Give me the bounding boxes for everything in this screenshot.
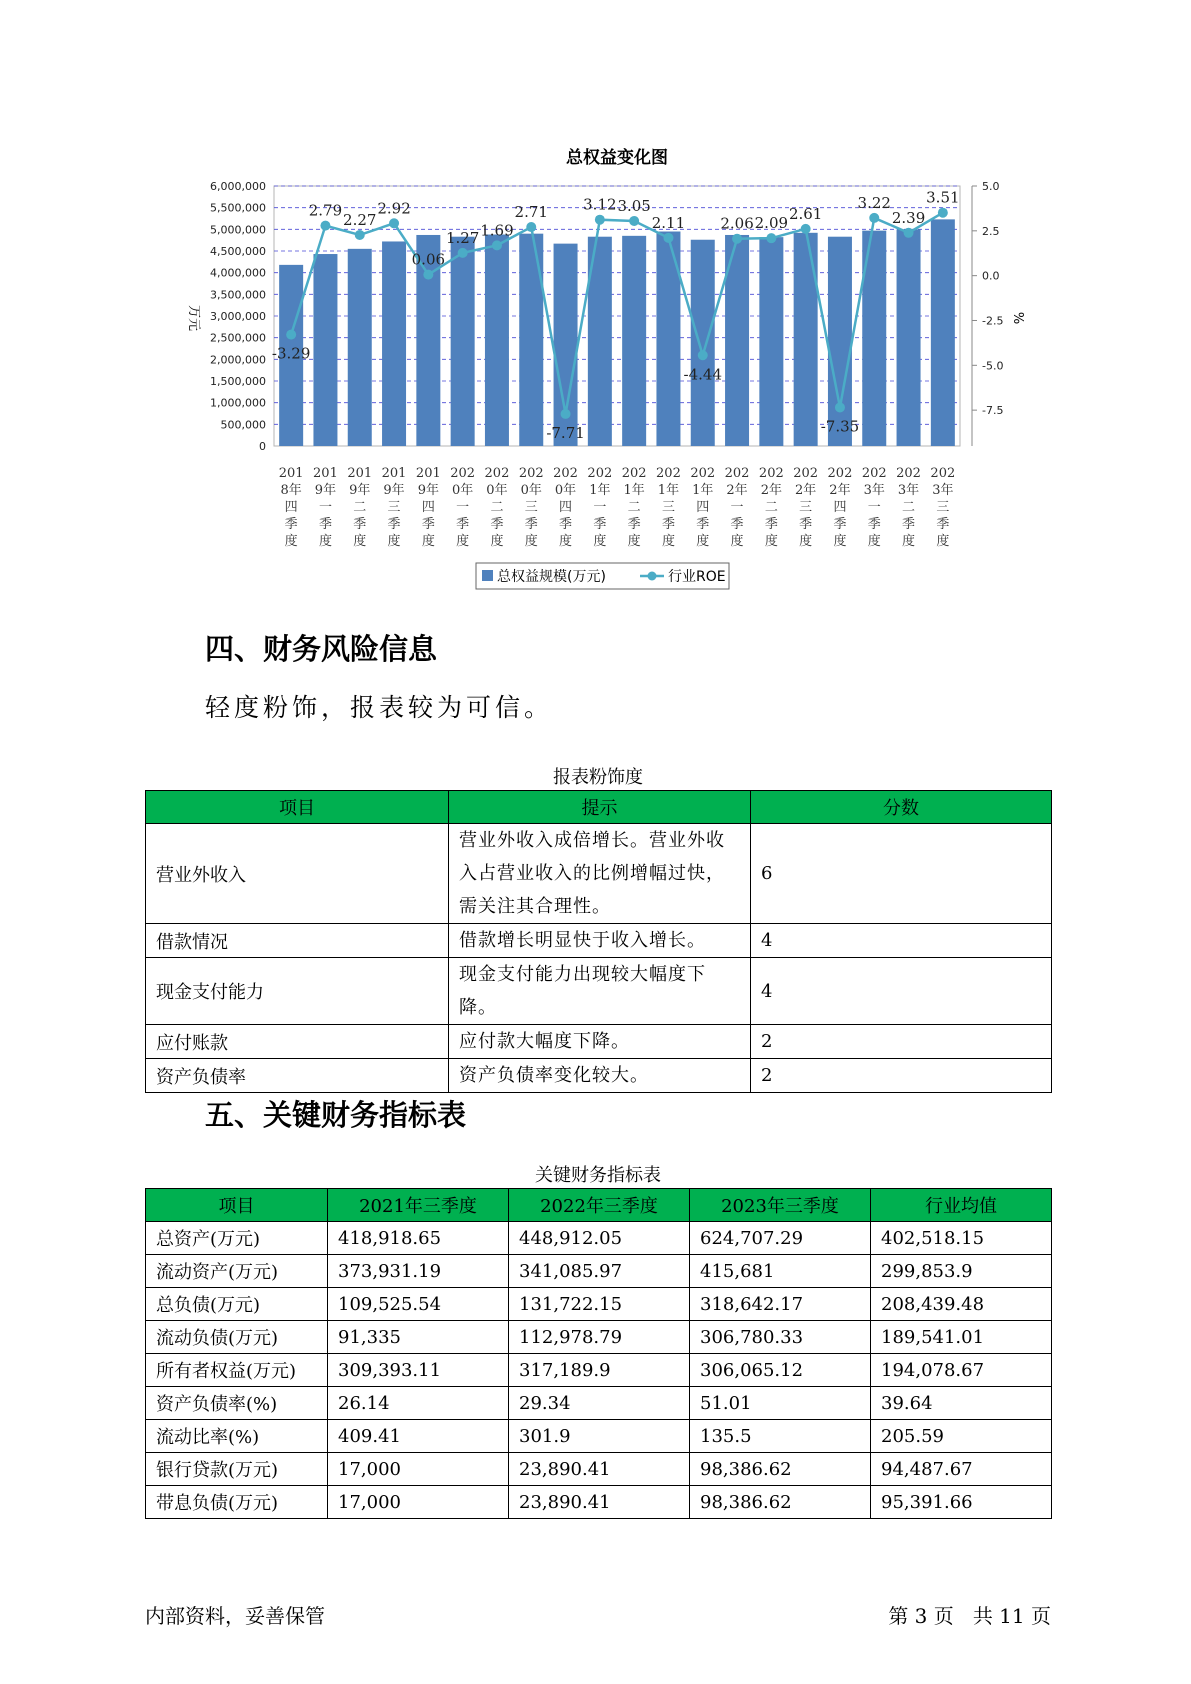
- category-tick-label: 季: [456, 517, 470, 532]
- category-tick-label: 度: [456, 534, 470, 549]
- bar-equity: [485, 235, 509, 446]
- kpi-cell: 415,681: [690, 1255, 871, 1288]
- category-tick-label: 度: [661, 534, 675, 549]
- kpi-cell: 418,918.65: [328, 1222, 509, 1255]
- roe-data-label: -7.35: [820, 417, 860, 436]
- right-tick-label: -2.5: [982, 314, 1004, 328]
- category-tick-label: 三: [524, 500, 538, 515]
- category-tick-label: 二: [353, 500, 367, 515]
- kpi-cell: 总负债(万元): [146, 1288, 328, 1321]
- kpi-cell: 17,000: [328, 1486, 509, 1519]
- risk-cell-item: 借款情况: [146, 924, 449, 958]
- category-tick-label: 季: [696, 517, 710, 532]
- category-tick-label: 二: [490, 500, 504, 515]
- roe-point: [389, 218, 399, 228]
- category-tick-label: 度: [284, 534, 298, 549]
- bar-equity: [759, 237, 783, 446]
- roe-point: [526, 222, 536, 232]
- category-tick-label: 2年: [829, 483, 851, 498]
- kpi-cell: 91,335: [328, 1321, 509, 1354]
- category-tick-label: 201: [415, 466, 441, 481]
- right-tick-label: 0.0: [982, 269, 1000, 283]
- bar-equity: [451, 237, 475, 446]
- left-tick-label: 3,500,000: [210, 288, 266, 302]
- right-axis-title: %: [1010, 311, 1025, 325]
- roe-point: [904, 228, 914, 238]
- category-tick-label: 202: [450, 466, 476, 481]
- category-tick-label: 度: [730, 534, 744, 549]
- category-tick-label: 202: [793, 466, 819, 481]
- category-tick-label: 9年: [417, 483, 439, 498]
- kpi-table-caption: 关键财务指标表: [535, 1165, 661, 1186]
- left-tick-label: 2,500,000: [210, 331, 266, 345]
- category-tick-label: 季: [867, 517, 881, 532]
- kpi-cell: 318,642.17: [690, 1288, 871, 1321]
- kpi-cell: 317,189.9: [509, 1354, 690, 1387]
- table-row: [146, 824, 1052, 924]
- roe-data-label: 3.12: [583, 195, 617, 214]
- category-tick-label: 季: [387, 517, 401, 532]
- risk-cell-score: 6: [751, 824, 1052, 924]
- category-tick-label: 四: [696, 500, 710, 515]
- table-row: [146, 1321, 1052, 1354]
- category-tick-label: 二: [627, 500, 641, 515]
- bar-equity: [828, 237, 852, 446]
- category-tick-label: 1年: [657, 483, 680, 498]
- roe-data-label: 2.11: [651, 213, 686, 232]
- kpi-cell: 409.41: [328, 1420, 509, 1453]
- kpi-cell: 205.59: [871, 1420, 1052, 1453]
- kpi-cell: 373,931.19: [328, 1255, 509, 1288]
- roe-point: [355, 230, 365, 240]
- kpi-cell: 流动资产(万元): [146, 1255, 328, 1288]
- chart-title: 总权益变化图: [566, 148, 668, 168]
- category-tick-label: 度: [421, 534, 435, 549]
- risk-cell-tip: 资产负债率变化较大。: [449, 1059, 751, 1093]
- roe-point: [320, 221, 330, 231]
- roe-point: [732, 234, 742, 244]
- bar-equity: [794, 233, 818, 446]
- roe-data-label: 2.92: [377, 199, 411, 218]
- category-tick-label: 季: [524, 517, 538, 532]
- roe-data-label: 2.09: [754, 214, 789, 233]
- right-tick-label: -7.5: [982, 404, 1004, 418]
- kpi-cell: 所有者权益(万元): [146, 1354, 328, 1387]
- category-tick-label: 度: [799, 534, 813, 549]
- risk-cell-item: 应付账款: [146, 1025, 449, 1059]
- kpi-cell: 98,386.62: [690, 1486, 871, 1519]
- roe-point: [835, 402, 845, 412]
- bar-equity: [691, 240, 715, 446]
- category-tick-label: 2年: [726, 483, 748, 498]
- left-axis-title: 万元: [186, 304, 201, 332]
- kpi-header-3: 2023年三季度: [690, 1189, 871, 1222]
- category-tick-label: 四: [284, 500, 298, 515]
- category-tick-label: 3年: [897, 483, 920, 498]
- roe-data-label: 2.39: [891, 208, 926, 227]
- category-tick-label: 四: [833, 500, 847, 515]
- roe-point: [286, 330, 296, 340]
- category-tick-label: 3年: [863, 483, 885, 498]
- left-tick-label: 500,000: [220, 418, 266, 432]
- roe-data-label: 2.79: [308, 201, 343, 220]
- roe-data-label: 3.05: [617, 196, 651, 215]
- category-tick-label: 202: [690, 466, 716, 481]
- category-tick-label: 二: [764, 500, 778, 515]
- roe-point: [458, 248, 468, 258]
- roe-data-label: 0.06: [411, 250, 446, 269]
- category-tick-label: 度: [524, 534, 538, 549]
- roe-data-label: 2.27: [343, 210, 377, 229]
- category-tick-label: 度: [764, 534, 778, 549]
- equity-chart: [0, 0, 1191, 600]
- kpi-header-4: 行业均值: [871, 1189, 1052, 1222]
- left-tick-label: 5,500,000: [210, 201, 266, 215]
- section5-title: 五、关键财务指标表: [205, 1098, 467, 1132]
- roe-point: [492, 240, 502, 250]
- kpi-cell: 112,978.79: [509, 1321, 690, 1354]
- category-tick-label: 2年: [760, 483, 782, 498]
- category-tick-label: 202: [827, 466, 853, 481]
- category-tick-label: 202: [621, 466, 647, 481]
- left-tick-label: 5,000,000: [210, 223, 266, 237]
- kpi-cell: 135.5: [690, 1420, 871, 1453]
- kpi-cell: 448,912.05: [509, 1222, 690, 1255]
- left-tick-label: 1,500,000: [210, 375, 266, 388]
- section4-summary: 轻度粉饰，报表较为可信。: [205, 693, 554, 722]
- roe-point: [629, 216, 639, 226]
- left-tick-label: 2,000,000: [210, 353, 266, 367]
- risk-cell-item: 营业外收入: [146, 824, 449, 924]
- left-tick-label: 1,000,000: [210, 396, 266, 410]
- table-row: [146, 958, 1052, 1025]
- category-tick-label: 1年: [692, 483, 714, 498]
- roe-data-label: 2.06: [720, 214, 754, 233]
- kpi-cell: 29.34: [509, 1387, 690, 1420]
- kpi-cell: 301.9: [509, 1420, 690, 1453]
- category-tick-label: 8年: [280, 483, 302, 498]
- kpi-cell: 流动负债(万元): [146, 1321, 328, 1354]
- category-tick-label: 季: [627, 517, 641, 532]
- kpi-cell: 402,518.15: [871, 1222, 1052, 1255]
- roe-data-label: 3.22: [857, 193, 891, 212]
- table-row: [146, 1255, 1052, 1288]
- category-tick-label: 季: [730, 517, 744, 532]
- category-tick-label: 202: [587, 466, 613, 481]
- kpi-cell: 98,386.62: [690, 1453, 871, 1486]
- roe-point: [423, 270, 433, 280]
- bar-equity: [897, 229, 921, 446]
- kpi-cell: 306,780.33: [690, 1321, 871, 1354]
- category-tick-label: 0年: [452, 483, 474, 498]
- category-tick-label: 202: [518, 466, 544, 481]
- category-tick-label: 一: [456, 500, 470, 515]
- kpi-cell: 309,393.11: [328, 1354, 509, 1387]
- kpi-cell: 306,065.12: [690, 1354, 871, 1387]
- category-tick-label: 季: [936, 517, 950, 532]
- category-tick-label: 四: [559, 500, 573, 515]
- category-tick-label: 度: [559, 534, 573, 549]
- roe-data-label: -3.29: [271, 344, 311, 363]
- risk-cell-tip: 营业外收入成倍增长。营业外收入占营业收入的比例增幅过快，需关注其合理性。: [449, 824, 751, 924]
- roe-point: [938, 208, 948, 218]
- category-tick-label: 1年: [589, 483, 611, 498]
- category-tick-label: 202: [553, 466, 578, 481]
- category-tick-label: 3年: [932, 483, 954, 498]
- category-tick-label: 202: [861, 466, 887, 481]
- category-tick-label: 四: [421, 500, 435, 515]
- category-tick-label: 201: [381, 466, 407, 481]
- table-row: [146, 1486, 1052, 1519]
- category-tick-label: 0年: [554, 483, 577, 498]
- roe-point: [766, 233, 776, 243]
- category-tick-label: 季: [799, 517, 813, 532]
- category-tick-label: 一: [593, 500, 607, 515]
- category-tick-label: 季: [764, 517, 778, 532]
- bar-equity: [519, 234, 543, 446]
- category-tick-label: 季: [490, 517, 504, 532]
- footer-left: 内部资料，妥善保管: [145, 1604, 325, 1628]
- bar-equity: [348, 249, 372, 446]
- category-tick-label: 季: [593, 517, 607, 532]
- category-tick-label: 0年: [486, 483, 508, 498]
- table-row: [146, 1453, 1052, 1486]
- kpi-cell: 51.01: [690, 1387, 871, 1420]
- roe-data-label: 1.69: [480, 221, 514, 240]
- risk-header-item: 项目: [146, 791, 449, 824]
- legend-bar-swatch: [482, 570, 493, 581]
- category-tick-label: 二: [902, 500, 916, 515]
- category-tick-label: 三: [799, 500, 813, 515]
- table-row: [146, 1222, 1052, 1255]
- category-tick-label: 度: [490, 534, 504, 549]
- bar-equity: [622, 236, 646, 446]
- risk-cell-tip: 现金支付能力出现较大幅度下降。: [449, 958, 751, 1025]
- footer-page: 第 3 页 共 11 页: [888, 1604, 1051, 1628]
- roe-point: [801, 224, 811, 234]
- kpi-cell: 带息负债(万元): [146, 1486, 328, 1519]
- kpi-cell: 银行贷款(万元): [146, 1453, 328, 1486]
- risk-cell-score: 4: [751, 924, 1052, 958]
- roe-data-label: 1.27: [445, 228, 480, 247]
- category-tick-label: 202: [930, 466, 956, 481]
- table-row: [146, 1354, 1052, 1387]
- kpi-cell: 总资产(万元): [146, 1222, 328, 1255]
- category-tick-label: 季: [284, 517, 298, 532]
- bar-equity: [931, 219, 955, 446]
- kpi-cell: 194,078.67: [871, 1354, 1052, 1387]
- kpi-cell: 39.64: [871, 1387, 1052, 1420]
- risk-cell-score: 2: [751, 1025, 1052, 1059]
- category-tick-label: 季: [833, 517, 847, 532]
- kpi-cell: 95,391.66: [871, 1486, 1052, 1519]
- right-tick-label: 5.0: [982, 180, 1000, 193]
- table-row: [146, 1025, 1052, 1059]
- bar-equity: [382, 241, 406, 446]
- kpi-cell: 109,525.54: [328, 1288, 509, 1321]
- category-tick-label: 202: [484, 466, 510, 481]
- category-tick-label: 202: [656, 466, 681, 481]
- risk-table: [145, 790, 1052, 1093]
- category-tick-label: 201: [347, 466, 373, 481]
- roe-point: [663, 233, 673, 243]
- kpi-cell: 189,541.01: [871, 1321, 1052, 1354]
- bar-equity: [313, 254, 337, 446]
- kpi-cell: 17,000: [328, 1453, 509, 1486]
- right-tick-label: 2.5: [982, 224, 1000, 238]
- category-tick-label: 度: [318, 534, 332, 549]
- kpi-cell: 208,439.48: [871, 1288, 1052, 1321]
- kpi-header-2: 2022年三季度: [509, 1189, 690, 1222]
- risk-cell-tip: 应付款大幅度下降。: [449, 1025, 751, 1059]
- left-tick-label: 0: [259, 440, 266, 453]
- table-row: [146, 1059, 1052, 1093]
- category-tick-label: 度: [902, 534, 916, 549]
- category-tick-label: 度: [696, 534, 710, 549]
- roe-point: [561, 409, 571, 419]
- risk-header-tip: 提示: [449, 791, 751, 824]
- category-tick-label: 一: [730, 500, 744, 515]
- risk-cell-item: 资产负债率: [146, 1059, 449, 1093]
- category-tick-label: 度: [387, 534, 401, 549]
- category-tick-label: 度: [353, 534, 367, 549]
- legend-line-label: 行业ROE: [668, 569, 726, 585]
- risk-cell-score: 2: [751, 1059, 1052, 1093]
- risk-cell-item: 现金支付能力: [146, 958, 449, 1025]
- category-tick-label: 三: [661, 500, 675, 515]
- kpi-cell: 131,722.15: [509, 1288, 690, 1321]
- category-tick-label: 度: [867, 534, 881, 549]
- kpi-header-1: 2021年三季度: [328, 1189, 509, 1222]
- category-tick-label: 度: [833, 534, 847, 549]
- left-tick-label: 4,000,000: [210, 266, 266, 280]
- left-tick-label: 3,000,000: [210, 310, 266, 323]
- legend-bar-label: 总权益规模(万元): [497, 569, 606, 585]
- table-row: [146, 1420, 1052, 1453]
- left-tick-label: 6,000,000: [210, 180, 266, 193]
- category-tick-label: 2年: [795, 483, 817, 498]
- table-row: [146, 1288, 1052, 1321]
- roe-data-label: 2.61: [788, 204, 823, 223]
- section4-title: 四、财务风险信息: [205, 632, 438, 666]
- kpi-cell: 23,890.41: [509, 1486, 690, 1519]
- category-tick-label: 季: [902, 517, 916, 532]
- category-tick-label: 季: [318, 517, 332, 532]
- roe-point: [595, 215, 605, 225]
- right-tick-label: -5.0: [982, 359, 1004, 373]
- table-row: [146, 1387, 1052, 1420]
- kpi-table: [145, 1188, 1052, 1519]
- roe-data-label: 3.51: [926, 188, 960, 207]
- kpi-header-0: 项目: [146, 1189, 328, 1222]
- category-tick-label: 度: [627, 534, 641, 549]
- left-tick-label: 4,500,000: [210, 245, 266, 258]
- category-tick-label: 季: [421, 517, 435, 532]
- roe-point: [698, 350, 708, 360]
- roe-data-label: -7.71: [546, 423, 585, 442]
- category-tick-label: 度: [936, 534, 950, 549]
- legend-line-marker: [648, 572, 657, 581]
- category-tick-label: 202: [724, 466, 750, 481]
- category-tick-label: 9年: [349, 483, 371, 498]
- kpi-cell: 23,890.41: [509, 1453, 690, 1486]
- risk-table-header-row: [146, 791, 1052, 824]
- risk-header-score: 分数: [751, 791, 1052, 824]
- table-row: [146, 924, 1052, 958]
- kpi-cell: 624,707.29: [690, 1222, 871, 1255]
- category-tick-label: 202: [758, 466, 784, 481]
- kpi-cell: 26.14: [328, 1387, 509, 1420]
- category-tick-label: 季: [353, 517, 367, 532]
- roe-data-label: -4.44: [683, 365, 722, 384]
- category-tick-label: 一: [867, 500, 881, 515]
- roe-data-label: 2.71: [514, 203, 548, 222]
- category-tick-label: 0年: [520, 483, 542, 498]
- risk-cell-score: 4: [751, 958, 1052, 1025]
- category-tick-label: 9年: [383, 483, 405, 498]
- risk-cell-tip: 借款增长明显快于收入增长。: [449, 924, 751, 958]
- category-tick-label: 季: [661, 517, 675, 532]
- kpi-cell: 341,085.97: [509, 1255, 690, 1288]
- kpi-cell: 流动比率(%): [146, 1420, 328, 1453]
- kpi-table-header-row: [146, 1189, 1052, 1222]
- category-tick-label: 9年: [314, 483, 337, 498]
- category-tick-label: 季: [559, 517, 573, 532]
- category-tick-label: 201: [313, 466, 338, 481]
- roe-point: [869, 213, 879, 223]
- kpi-cell: 资产负债率(%): [146, 1387, 328, 1420]
- risk-table-caption: 报表粉饰度: [553, 767, 643, 788]
- kpi-cell: 94,487.67: [871, 1453, 1052, 1486]
- category-tick-label: 三: [936, 500, 950, 515]
- equity-chart-svg: [0, 0, 1191, 600]
- kpi-cell: 299,853.9: [871, 1255, 1052, 1288]
- category-tick-label: 201: [278, 466, 304, 481]
- category-tick-label: 一: [318, 500, 332, 515]
- category-tick-label: 1年: [623, 483, 645, 498]
- category-tick-label: 度: [593, 534, 607, 549]
- category-tick-label: 三: [387, 500, 401, 515]
- category-tick-label: 202: [896, 466, 921, 481]
